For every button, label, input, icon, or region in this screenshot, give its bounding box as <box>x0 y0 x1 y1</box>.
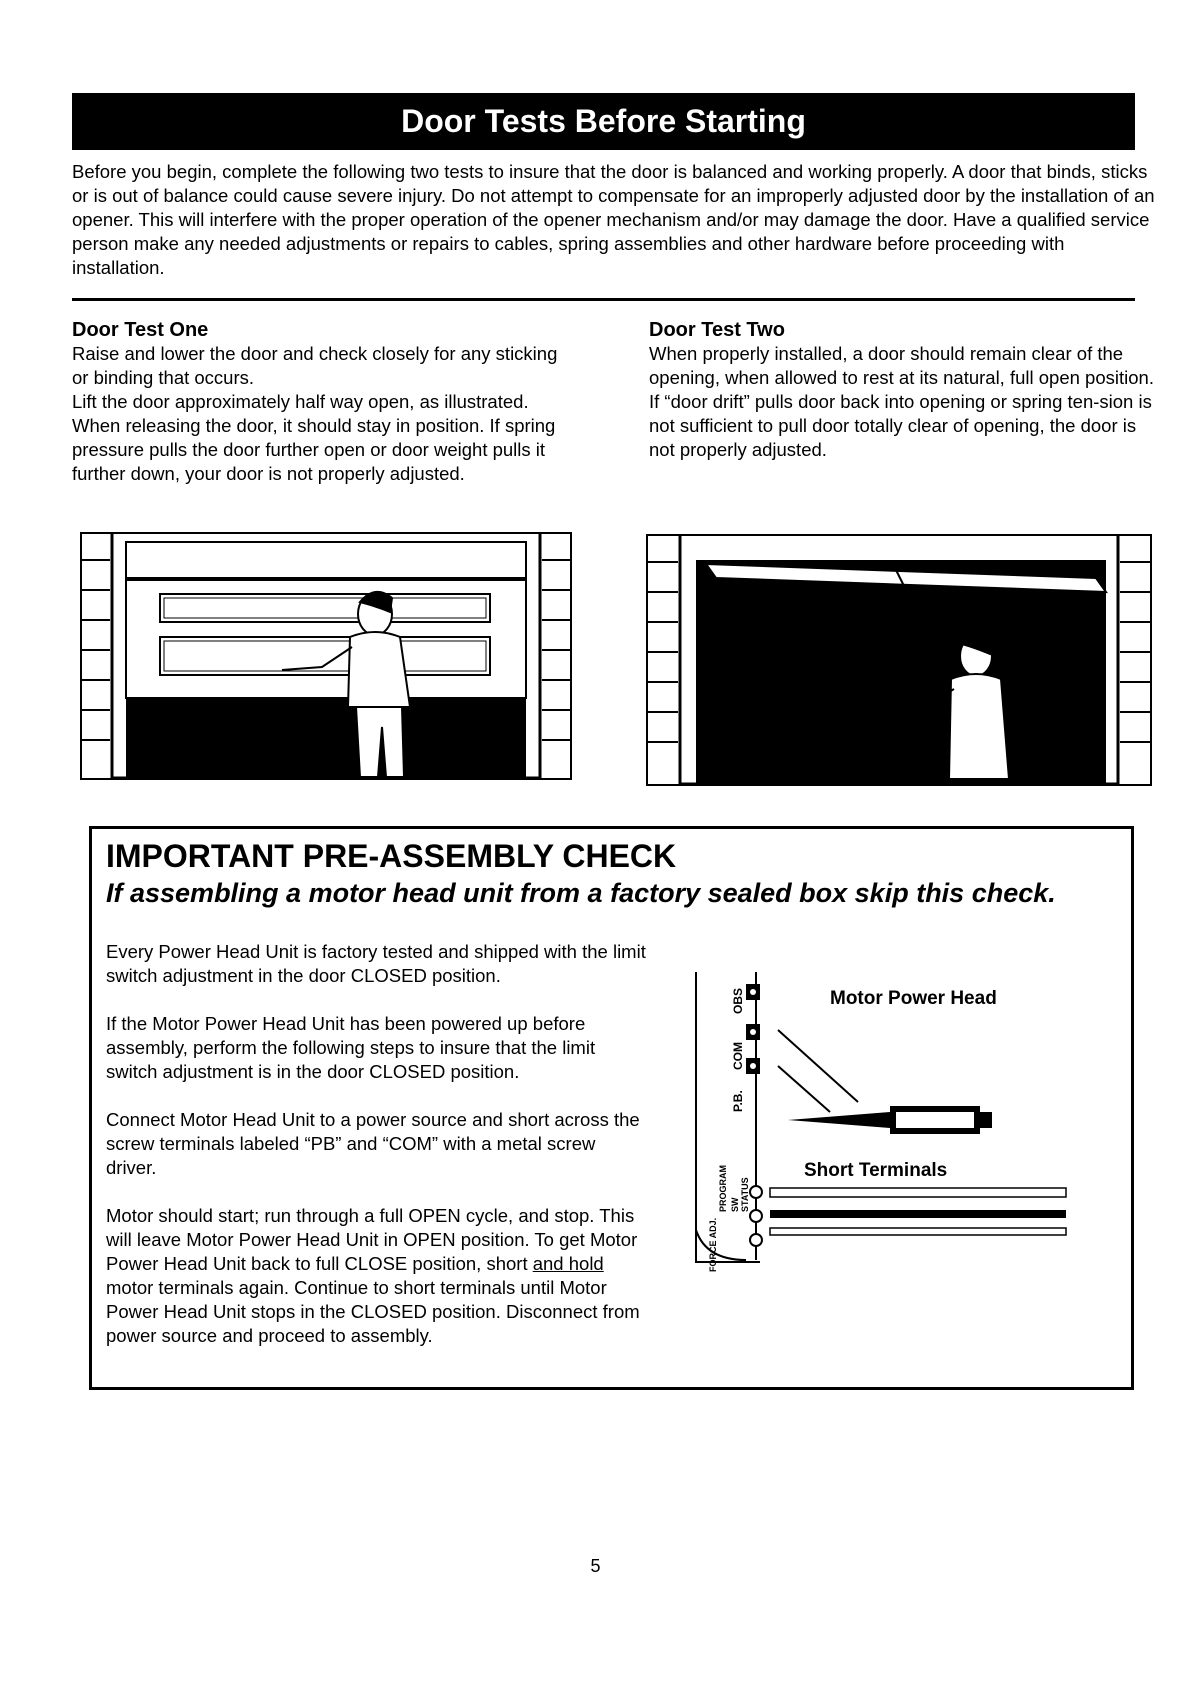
label-com: COM <box>731 1042 745 1070</box>
check-text-2: If the Motor Power Head Unit has been powered up before assembly, perform the following steps to insure that the limit switch adjustment is in the door CLOSED position. <box>106 1013 596 1082</box>
terminal-diagram <box>690 962 1080 1282</box>
check-text-4b: motor terminals again. Continue to short terminals until Motor Power Head Unit stops in the CLOSED position. Disconnect from power source and proceed to assembly. <box>106 1277 640 1346</box>
page-number: 5 <box>590 1556 601 1576</box>
check-text-1: Every Power Head Unit is factory tested and shipped with the limit switch adjustment in the door CLOSED position. <box>106 941 646 986</box>
door-test-two-heading: Door Test Two <box>649 319 785 341</box>
door-fully-open-illustration <box>646 534 1152 786</box>
door-test-one <box>72 318 577 486</box>
door-test-one-text-2: Lift the door approximately half way open, as illustrated. When releasing the door, it should stay in position. If spring pressure pulls the door further open or door weight pulls it further down, your door is not properly adjusted. <box>72 391 556 484</box>
label-pb: P.B. <box>731 1090 745 1112</box>
section-divider <box>72 298 1135 301</box>
check-instructions <box>106 940 646 1372</box>
label-sw: SW <box>730 1197 740 1212</box>
diagram-caption: Short Terminals <box>804 1160 948 1181</box>
check-text-4-underlined: and hold <box>532 1253 604 1274</box>
door-test-two <box>649 318 1159 462</box>
door-test-one-text-1: Raise and lower the door and check closely for any sticking or binding that occurs. <box>72 343 558 388</box>
check-title: IMPORTANT PRE-ASSEMBLY CHECK <box>106 838 677 874</box>
door-half-open-illustration <box>80 532 572 780</box>
label-status: STATUS <box>740 1177 750 1212</box>
door-test-two-text-2: If “door drift” pulls door back into opening or spring ten-sion is not sufficient to pull door totally clear of opening, the door is not properly adjusted. <box>649 391 1152 460</box>
label-force-adj: FORCE ADJ. <box>708 1217 718 1272</box>
door-test-two-text-1: When properly installed, a door should remain clear of the opening, when allowed to rest at its natural, full open position. <box>649 343 1154 388</box>
intro-paragraph: Before you begin, complete the following two tests to insure that the door is balanced and working properly. A door that binds, sticks or is out of balance could cause severe injury. Do not attempt to compensate for an improperly adjusted door by the installation of an opener. This will interfere with the proper operation of the opener mechanism and/or may damage the door. Have a qualified service person make any needed adjustments or repairs to cables, spring assemblies and other hardware before proceeding with installation. <box>72 161 1155 278</box>
section-banner: Door Tests Before Starting <box>72 93 1135 150</box>
check-text-3: Connect Motor Head Unit to a power source and short across the screw terminals labeled “PB” and “COM” with a metal screw driver. <box>106 1109 640 1178</box>
check-text-4a: Motor should start; run through a full OPEN cycle, and stop. This will leave Motor Power Head Unit in OPEN position. To get Motor Power Head Unit back to full CLOSE position, short <box>106 1205 638 1274</box>
label-program: PROGRAM <box>718 1165 728 1212</box>
check-subtitle: If assembling a motor head unit from a factory sealed box skip this check. <box>106 878 1056 908</box>
label-obs: OBS <box>731 987 745 1014</box>
door-test-one-heading: Door Test One <box>72 319 209 341</box>
check-text-4 <box>106 1204 646 1348</box>
diagram-title: Motor Power Head <box>830 988 997 1009</box>
